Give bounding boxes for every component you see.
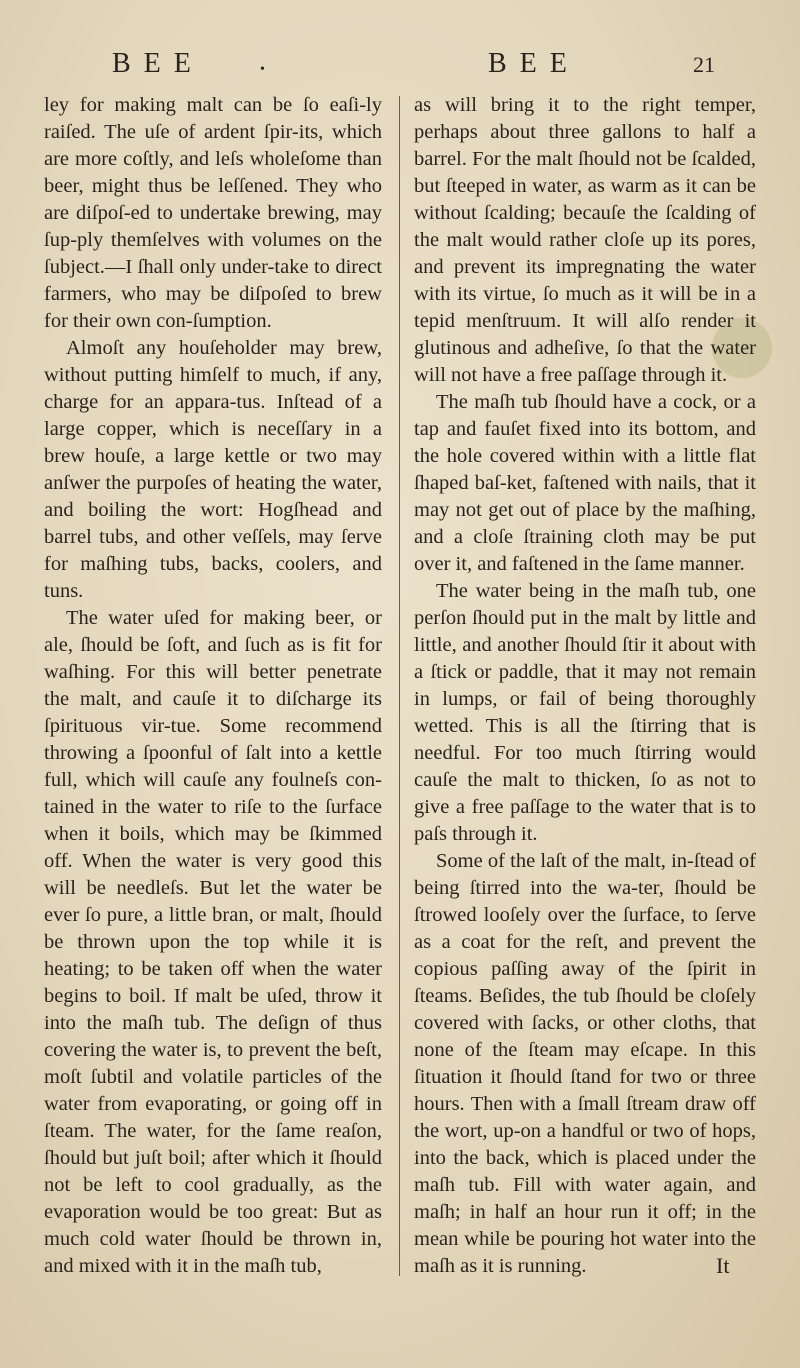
left-column bbox=[44, 92, 382, 1280]
paragraph: The maſh tub ſhould have a cock, or a tap and fauſet fixed into its bottom, and the hole covered within with a little flat ſhaped baſ-ket, faſtened with nails, that it may not get out of place by the maſhing, and a cloſe ſtraining cloth may be put over it, and faſtened in the ſame manner. bbox=[414, 391, 756, 575]
paragraph: The water uſed for making beer, or ale, ſhould be ſoft, and ſuch as is fit for waſhing. For this will better penetrate the malt, and cauſe it to diſcharge its ſpirituous vir-tue. Some recommend throwing a ſpoonful of ſalt into a kettle full, which will cauſe any foulneſs con-tained in the water to riſe to the ſurface when it boils, which may be ſkimmed off. When the water is very good this will be needleſs. But let the water be ever ſo pure, a little bran, or malt, ſhould be thrown upon the top while it is heating; to be taken off when the water begins to boil. If malt be uſed, throw it into the maſh tub. The deſign of thus covering the water is, to prevent the beſt, moſt ſubtil and volatile particles of the water from evaporating, or going off in ſteam. The water, for the ſame reaſon, ſhould but juſt boil; after which it ſhould not be left to cool gradually, as the evaporation would be too great: But as much cold water ſhould be thrown in, and mixed with it in the maſh tub, bbox=[44, 607, 382, 1277]
paragraph: as will bring it to the right temper, perhaps about three gallons to half a barrel. For the malt ſhould not be ſcalded, but ſteeped in water, as warm as it can be without ſcalding; becauſe the ſcalding of the malt would rather cloſe up its pores, and prevent its impregnating the water with its virtue, ſo much as it will be in a tepid menſtruum. It will alſo render it glutinous and adheſive, ſo that the water will not have a free paſſage through it. bbox=[414, 94, 756, 386]
page-number: 21 bbox=[693, 52, 715, 77]
paragraph: Almoſt any houſeholder may brew, without putting himſelf to much, if any, charge for an appara-tus. Inſtead of a large copper, which is neceſſary in a brew houſe, a large kettle or two may anſwer the purpoſes of heating the water, and boiling the wort: Hogſhead and barrel tubs, and other veſſels, may ſerve for maſhing tubs, backs, coolers, and tuns. bbox=[44, 337, 382, 602]
right-column bbox=[414, 92, 756, 1280]
column-divider bbox=[399, 96, 400, 1276]
paragraph: Some of the laſt of the malt, in-ſtead of being ſtirred into the wa-ter, ſhould be ſtrowed looſely over the ſurface, to ſerve as a coat for the reſt, and prevent the copious paſſing away of the ſpirit in ſteams. Beſides, the tub ſhould be cloſely covered with ſacks, or other cloths, that none of the ſteam may eſcape. In this ſituation it ſhould ſtand for two or three hours. Then with a ſmall ſtream draw off the wort, up-on a handful or two of hops, into the back, which is placed under the maſh tub. Fill with water again, and maſh; in half an hour run it off; in the mean while be pouring hot water into the maſh as it is running. bbox=[414, 850, 756, 1277]
running-header bbox=[0, 48, 800, 88]
catchword: It bbox=[716, 1253, 730, 1278]
header-right-title: B E E bbox=[488, 48, 570, 79]
header-left-title: B E E bbox=[112, 48, 194, 79]
paragraph: ley for making malt can be ſo eaſi-ly raiſed. The uſe of ardent ſpir-its, which are more coſtly, and leſs wholeſome than beer, might thus be leſſened. They who are diſpoſ-ed to undertake brewing, may ſup-ply themſelves with volumes on the ſubject.—I ſhall only under-take to direct farmers, who may be diſpoſed to brew for their own con-ſumption. bbox=[44, 94, 382, 332]
header-ornament: • bbox=[260, 62, 265, 77]
paragraph: The water being in the maſh tub, one perſon ſhould put in the malt by little and little, and another ſhould ſtir it about with a ſtick or paddle, that it may not remain in lumps, or fail of being thoroughly wetted. This is all the ſtirring that is needful. For too much ſtirring would cauſe the malt to thicken, ſo as not to give a free paſſage to the water that is to paſs through it. bbox=[414, 580, 756, 845]
